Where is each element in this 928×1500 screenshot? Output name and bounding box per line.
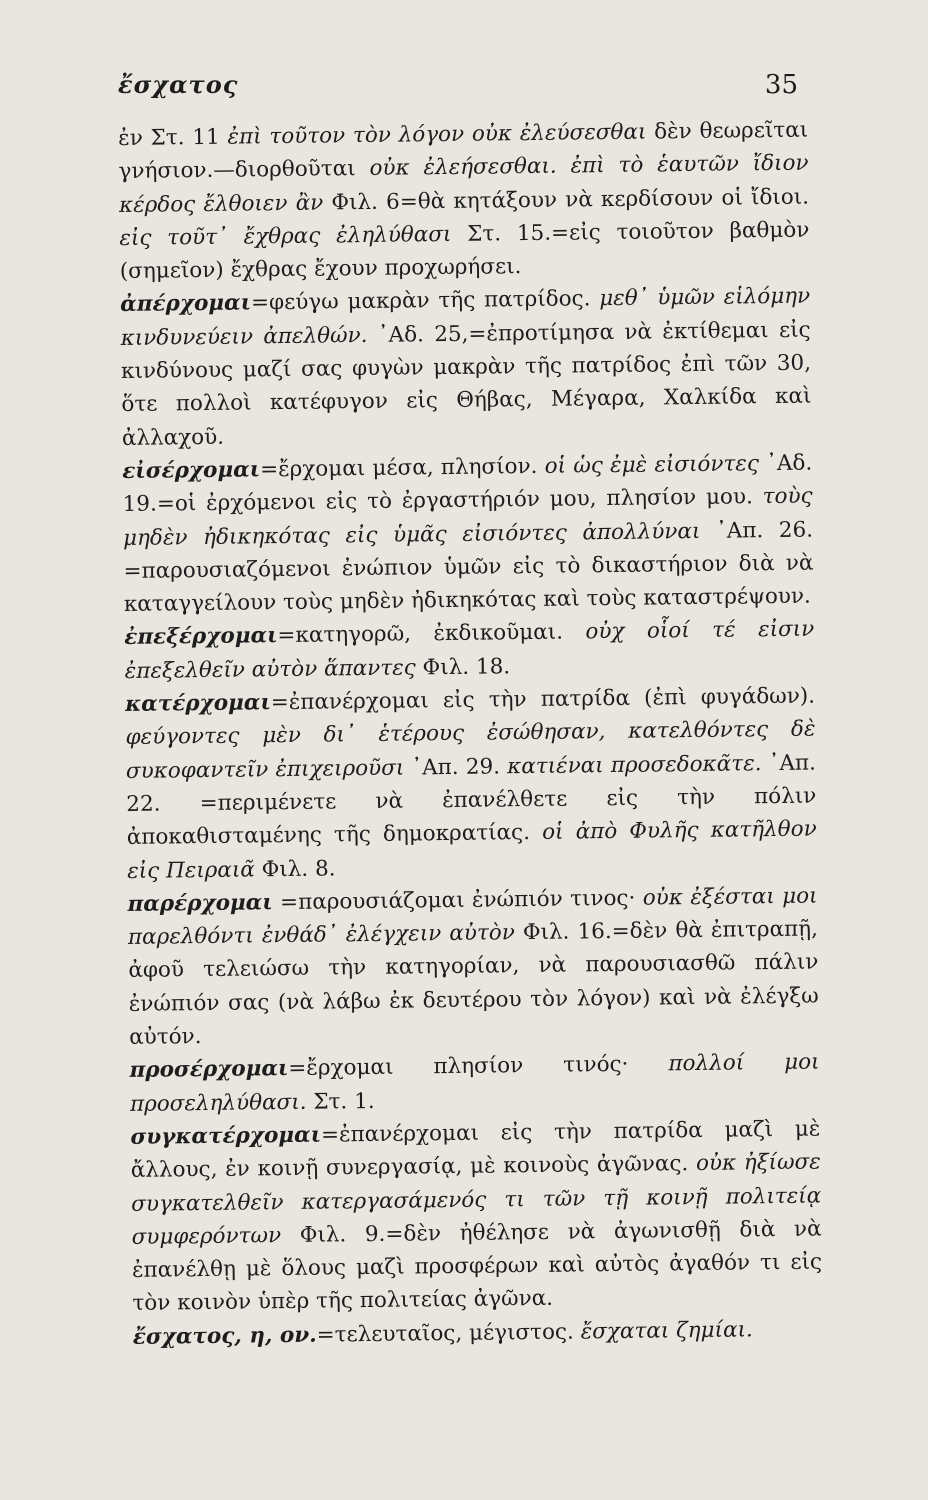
dictionary-entry xyxy=(129,1046,820,1121)
greek-quotation: φεύγοντες μὲν δι᾽ ἑτέρους ἐσώθησαν, κατελθόντες δὲ συκοφαντεῖν ἐπιχειροῦσι xyxy=(125,716,816,784)
dictionary-entry xyxy=(120,280,812,455)
text-run: δὲν θεωρεῖται γνήσιον.—διορθοῦται xyxy=(118,117,809,185)
text-run: =φεύγω μακρὰν τῆς πατρίδος. xyxy=(250,286,600,316)
greek-quotation: πολλοί μοι προσεληλύθασι. xyxy=(129,1049,820,1117)
greek-quotation: οὐκ ἠξίωσε συγκατελθεῖν κατεργασάμενός τι τῶν τῇ κοινῇ πολιτείᾳ συμφερόντων xyxy=(131,1149,822,1250)
greek-quotation: οὐκ ἐξέσται μοι παρελθόντι ἐνθάδ᾽ ἐλέγχειν αὐτὸν xyxy=(127,883,818,951)
greek-quotation: οἱ ἀπὸ Φυλῆς κατῆλθον εἰς Πειραιᾶ xyxy=(126,816,817,884)
dictionary-entry xyxy=(124,613,815,688)
text-run: =παρουσιάζομαι ἐνώπιόν τινος· xyxy=(272,885,643,915)
paragraph xyxy=(118,114,810,289)
text-run: =ἐπανέρχομαι εἰς τὴν πατρίδα μαζὶ μὲ ἄλλους, ἐν κοινῇ συνεργασίᾳ, μὲ κοινοὺς ἀγῶνας. xyxy=(130,1116,821,1184)
greek-quotation: ἔσχαται ζημίαι. xyxy=(580,1317,753,1345)
text-run: =ἔρχομαι πλησίον τινός· xyxy=(288,1051,669,1082)
dictionary-entry xyxy=(127,879,819,1054)
text-run: =ἐπανέρχομαι εἰς τὴν πατρίδα (ἐπὶ φυγάδων). xyxy=(270,683,816,716)
headword: εἰσέρχομαι xyxy=(122,457,261,484)
greek-quotation: οὐχ οἷοί τέ εἰσιν ἐπεξελθεῖν αὐτὸν ἅπαντες xyxy=(124,616,815,684)
greek-quotation: εἰς τοῦτ᾽ ἔχθρας ἐληλύθασι xyxy=(119,221,452,251)
page-number: 35 xyxy=(764,70,798,100)
text-run: Στ. 1. xyxy=(306,1088,375,1115)
headword: προσέρχομαι xyxy=(129,1056,289,1084)
text-run: Φιλ. 6=θὰ κητάξουν νὰ κερδίσουν οἱ ἴδιοι. xyxy=(323,184,810,216)
text-run: ἐν Στ. 11 xyxy=(118,124,228,151)
headword: ἔσχατος, η, ον. xyxy=(132,1322,317,1350)
dictionary-entry xyxy=(122,447,814,622)
text-run: Φιλ. 16.=δὲν θὰ ἐπιτραπῇ, ἀφοῦ τελειώσω τὴν κατηγορίαν, νὰ παρουσιασθῶ πάλιν ἐνώπιόν σας (νὰ λάβω ἐκ δευτέρου τὸν λόγον) καὶ νὰ ἐλέγξω αὐτόν. xyxy=(128,916,819,1050)
headword: συγκατέρχομαι xyxy=(130,1122,322,1150)
text-run: Φιλ. 8. xyxy=(254,855,336,882)
text-run: =τελευταῖος, μέγιστος. xyxy=(316,1319,581,1348)
running-head: ἔσχατος xyxy=(118,70,239,99)
text-run: ᾽Απ. 22. =περιμένετε νὰ ἐπανέλθετε εἰς τὴν πόλιν ἀποκαθισταμένης τῆς δημοκρατίας. xyxy=(126,750,817,851)
text-run: =ἔρχομαι μέσα, πλησίον. xyxy=(259,453,545,483)
text-run: Στ. 15.=εἰς τοιοῦτον βαθμὸν (σημεῖον) ἔχθρας ἔχουν προχωρήσει. xyxy=(119,217,810,285)
dictionary-entry xyxy=(130,1112,822,1320)
text-run: =κατηγορῶ, ἐκδικοῦμαι. xyxy=(277,619,586,649)
greek-quotation: οἱ ὡς ἐμὲ εἰσιόντες xyxy=(544,451,760,479)
headword: κατέρχομαι xyxy=(124,690,271,718)
dictionary-entry xyxy=(125,680,817,888)
greek-quotation: ἐπὶ τοῦτον τὸν λόγον οὐκ ἐλεύσεσθαι xyxy=(227,119,647,150)
text-run: ᾽Αδ. 25,=ἐπροτίμησα νὰ ἐκτίθεμαι εἰς κινδύνους μαζί σας φυγὼν μακρὰν τῆς πατρίδος ἐπὶ τῶν 30, ὅτε πολλοὶ κατέφυγον εἰς Θήβας, Μέγαρα, Χαλκίδα καὶ ἀλλαχοῦ. xyxy=(120,317,812,451)
text-run: ᾽Αδ. 19.=οἱ ἐρχόμενοι εἰς τὸ ἐργαστήριόν μου, πλησίον μου. xyxy=(122,450,813,518)
greek-quotation: οὐκ ἐλεήσεσθαι. ἐπὶ τὸ ἑαυτῶν ἴδιον κέρδος ἔλθοιεν ἂν xyxy=(118,150,809,218)
greek-quotation: μεθ᾽ ὑμῶν εἱλόμην κινδυνεύειν ἀπελθών. xyxy=(120,284,811,351)
headword: ἀπέρχομαι xyxy=(120,290,252,318)
text-run: ᾽Απ. 26. =παρουσιαζόμενοι ἐνώπιον ὑμῶν εἰς τὸ δικαστήριον διὰ νὰ καταγγείλουν τοὺς μηδὲν ἠδικηκότας καὶ τοὺς καταστρέψουν. xyxy=(123,517,814,618)
greek-quotation: κατιέναι προσεδοκᾶτε. xyxy=(506,750,762,779)
text-run: ᾽Απ. 29. xyxy=(404,753,508,781)
text-run: Φιλ. 18. xyxy=(415,654,511,681)
text-run: Φιλ. 9.=δὲν ἠθέλησε νὰ ἀγωνισθῇ διὰ νὰ ἐπανέλθῃ μὲ ὅλους μαζὶ προσφέρων καὶ αὐτὸς ἀγαθόν τι εἰς τὸν κοινὸν ὑπὲρ τῆς πολιτείας ἀγῶνα. xyxy=(131,1216,823,1317)
headword: παρέρχομαι xyxy=(127,889,273,917)
body-text xyxy=(118,114,823,1354)
greek-quotation: τοὺς μηδὲν ἠδικηκότας εἰς ὑμᾶς εἰσιόντες ἀπολλύναι xyxy=(122,483,813,551)
headword: ἐπεξέρχομαι xyxy=(124,623,278,651)
